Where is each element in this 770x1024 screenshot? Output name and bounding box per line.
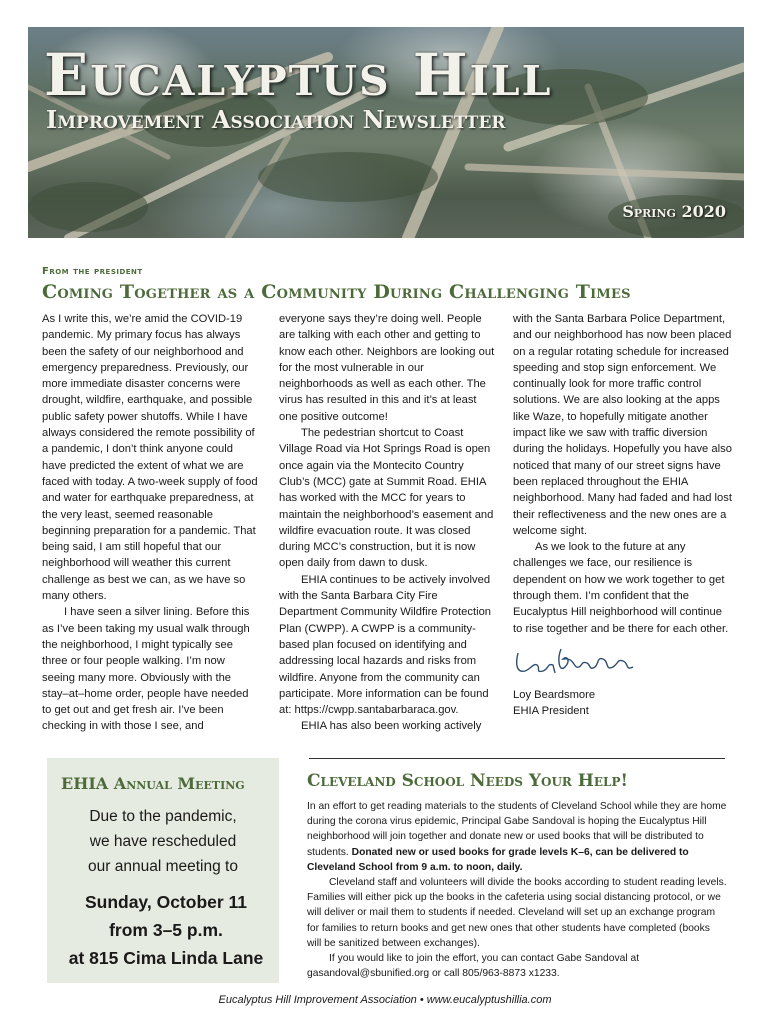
meeting-line: we have rescheduled <box>89 833 237 850</box>
paragraph: I have seen a silver lining. Before this as I’ve been taking my usual walk through the neighborhood, I might typically see three or four people walking. I’m now seeing many more. Obviously with the stay–at–home order, people have needed to get out and get fresh air. I’ve been checking in with those I see, and <box>42 606 250 733</box>
paragraph: Cleveland staff and volunteers will divide the books according to student reading levels. Families will either pick up the books in the cafeteria using social distancing protocol, or we will deliver or mail them to students if needed. Cleveland will set up an exchange program for families to return books and get new ones that other students have completed (books will be sanitized between exchanges). <box>307 877 727 949</box>
paragraph: with the Santa Barbara Police Department, and our neighborhood has now been placed on a regular rotating schedule for increased speeding and stop sign enforcement. We continually look for more traffic control solutions. We are also looking at the apps like Waze, to hopefully mitigate another impact like we saw with traffic diversion during the holidays. Hopefully you have also noticed that many of our street signs have been replaced throughout the EHIA neighborhood. Many had faded and had lost their reflectiveness and the new ones are a welcome sight. <box>513 313 732 537</box>
issue-label: Spring 2020 <box>622 202 726 221</box>
section-divider <box>309 758 725 759</box>
paragraph-text: In an effort to get reading materials to the students of Cleveland School while they are home during the corona virus epidemic, Principal Gabe Sandoval is hoping the Eucalyptus Hill neighborhood will join together and donate new or used books that will be distributed to students. <box>307 801 727 858</box>
paragraph: everyone says they’re doing well. People are talking with each other and getting to know each other. Neighbors are looking out for the most vulnerable in our neighborhoods as well as each other. The virus has resulted in this and it’s at least one positive outcome! <box>279 313 495 423</box>
paragraph: The pedestrian shortcut to Coast Village Road via Hot Springs Road is open once again via the Montecito Country Club’s (MCC) gate at Summit Road. EHIA has worked with the MCC for years to maintain the neighborhood’s easement and wildfire evacuation route. It was closed during MCC’s construction, but it is now open daily from dawn to dusk. <box>279 427 494 570</box>
meeting-title: EHIA Annual Meeting <box>61 774 245 793</box>
annual-meeting-box <box>47 758 279 983</box>
paragraph: EHIA continues to be actively involved with the Santa Barbara City Fire Department Community Wildfire Protection Plan (CWPP). A CWPP is a community-based plan focused on identifying and addressing local hazards and risks from wildfire. Anyone from the community can participate. More information can be found at: https://cwpp.santabarbaraca.gov. <box>279 573 492 717</box>
page-footer: Eucalyptus Hill Improvement Association • www.eucalyptushillia.com <box>218 994 552 1006</box>
paragraph: As I write this, we’re amid the COVID-19 pandemic. My primary focus has always been the safety of our neighborhood and emergency preparedness. Previously, our more immediate disaster concerns were drought, wildfire, earthquake, and possible public safety power shutoffs. While I have always considered the remote possibility of a pandemic, I don’t think anyone could have predicted the extent of what we are faced with today. A two-week supply of food and water for earthquake preparedness, at the very least, seemed reasonable beginning preparation for a pandemic. That being said, I am still hopeful that our neighborhood will weather this current challenge as best we can, as we have so many others. <box>42 313 258 603</box>
meeting-time: from 3–5 p.m. <box>109 920 223 940</box>
paragraph: If you would like to join the effort, you can contact Gabe Sandoval at gasandoval@sbunified.org or call 805/963-8873 x1233. <box>307 953 640 980</box>
signer-title: EHIA President <box>513 705 589 718</box>
signer-name: Loy Beardsmore <box>513 688 596 701</box>
masthead-banner <box>28 27 744 238</box>
article-headline: Coming Together as a Community During Challenging Times <box>42 281 631 303</box>
paragraph <box>307 799 727 875</box>
meeting-description <box>47 804 279 879</box>
section-kicker: From the president <box>42 266 143 277</box>
newsletter-subtitle: Improvement Association Newsletter <box>46 105 506 134</box>
meeting-line: Due to the pandemic, <box>89 808 237 825</box>
cleveland-headline: Cleveland School Needs Your Help! <box>307 771 628 791</box>
paragraph: As we look to the future at any challenges we face, our resilience is dependent on how we work together to get through them. I’m confident that the Eucalyptus Hill neighborhood will continue to rise together and be there for each other. <box>513 541 729 635</box>
meeting-line: our annual meeting to <box>88 858 238 875</box>
meeting-date: Sunday, October 11 <box>84 892 248 912</box>
article-column-2 <box>279 311 497 735</box>
meeting-details <box>47 888 285 972</box>
donation-instructions: Donated new or used books for grade levels K–6, can be delivered to Cleveland School from 9 a.m. to noon, daily. <box>307 846 689 873</box>
meeting-place: at 815 Cima Linda Lane <box>68 948 264 968</box>
signature-image <box>513 643 643 683</box>
newsletter-title: Eucalyptus Hill <box>44 41 553 109</box>
paragraph: EHIA has also been working actively <box>301 720 482 733</box>
cleveland-article <box>307 799 727 981</box>
article-column-3 <box>513 311 733 720</box>
article-column-1 <box>42 311 260 735</box>
